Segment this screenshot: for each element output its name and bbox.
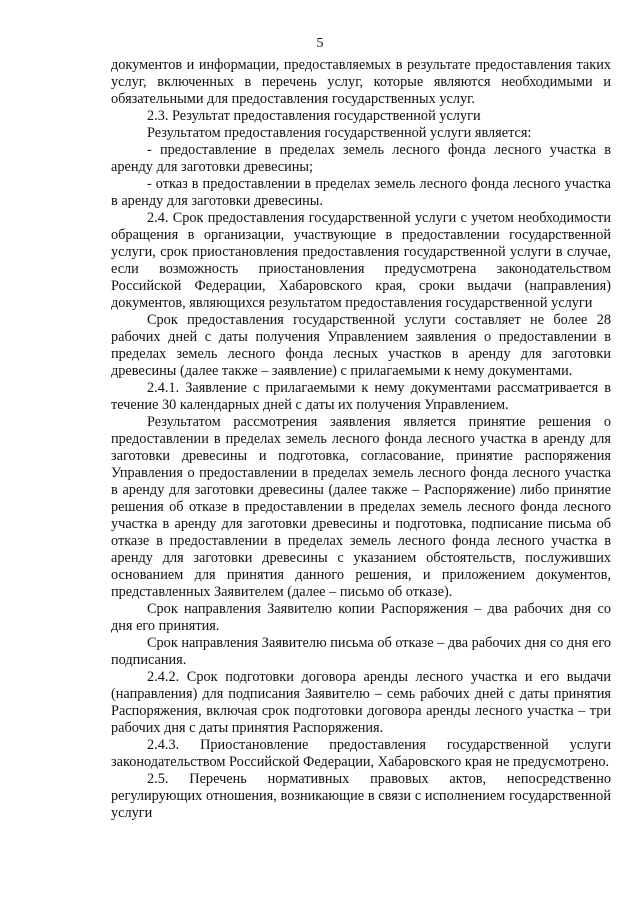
- paragraph-order-copy-term: Срок направления Заявителю копии Распоряжения – два рабочих дня со дня его принятия.: [111, 601, 611, 634]
- document-body: [111, 57, 611, 822]
- paragraph-service-term: Срок предоставления государственной услуги составляет не более 28 рабочих дней с даты получения Управлением заявления о предоставлении в пределах земель лесного фонда лесных участков в аренду для заготовки древесины (далее также – заявление) с прилагаемыми к нему документами.: [111, 312, 611, 379]
- page-number: 5: [316, 36, 324, 51]
- paragraph-continuation: документов и информации, предоставляемых в результате предоставления таких услуг, включенных в перечень услуг, которые являются необходимыми и обязательными для предоставления государственных услуг.: [111, 57, 611, 107]
- list-item-provision: - предоставление в пределах земель лесного фонда лесного участка в аренду для заготовки древесины;: [111, 142, 611, 175]
- paragraph-refusal-letter-term: Срок направления Заявителю письма об отказе – два рабочих дня со дня его подписания.: [111, 635, 611, 668]
- section-2-4-3: 2.4.3. Приостановление предоставления государственной услуги законодательством Российской Федерации, Хабаровского края не предусмотрено.: [111, 737, 611, 770]
- section-2-4-1: 2.4.1. Заявление с прилагаемыми к нему документами рассматривается в течение 30 календарных дней с даты их получения Управлением.: [111, 380, 611, 413]
- paragraph-review-result: Результатом рассмотрения заявления является принятие решения о предоставлении в пределах земель лесного фонда лесного участка в аренду для заготовки древесины и подготовка, согласование, принятие распоряжения Управления о предоставлении в пределах земель лесного фонда лесного участка в аренду для заготовки древесины (далее также – Распоряжение) либо принятие решения об отказе в предоставлении в пределах земель лесного фонда лесного участка в аренду для заготовки древесины и подготовка, подписание письма об отказе в предоставлении в пределах земель лесного фонда лесного участка в аренду для заготовки древесины с указанием обстоятельств, послуживших основанием для принятия данного решения, и приложением документов, представленных Заявителем (далее – письмо об отказе).: [111, 414, 611, 600]
- section-2-4-2: 2.4.2. Срок подготовки договора аренды лесного участка и его выдачи (направления) для подписания Заявителю – семь рабочих дней с даты принятия Распоряжения, включая срок подготовки договора аренды лесного участка – три рабочих дня с даты принятия Распоряжения.: [111, 669, 611, 736]
- section-heading-2-3: 2.3. Результат предоставления государственной услуги: [147, 108, 481, 124]
- list-item-refusal: - отказ в предоставлении в пределах земель лесного фонда лесного участка в аренду для заготовки древесины.: [111, 176, 611, 209]
- section-heading-2-5: 2.5. Перечень нормативных правовых актов, непосредственно регулирующих отношения, возникающие в связи с исполнением государственной услуги: [111, 771, 611, 821]
- section-heading-2-4: 2.4. Срок предоставления государственной услуги с учетом необходимости обращения в организации, участвующие в предоставлении государственной услуги, срок приостановления предоставления государственной услуги в случае, если возможность приостановления предусмотрена законодательством Российской Федерации, Хабаровского края, сроки выдачи (направления) документов, являющихся результатом предоставления государственной услуги: [111, 210, 611, 311]
- paragraph-result-intro: Результатом предоставления государственной услуги является:: [147, 125, 532, 141]
